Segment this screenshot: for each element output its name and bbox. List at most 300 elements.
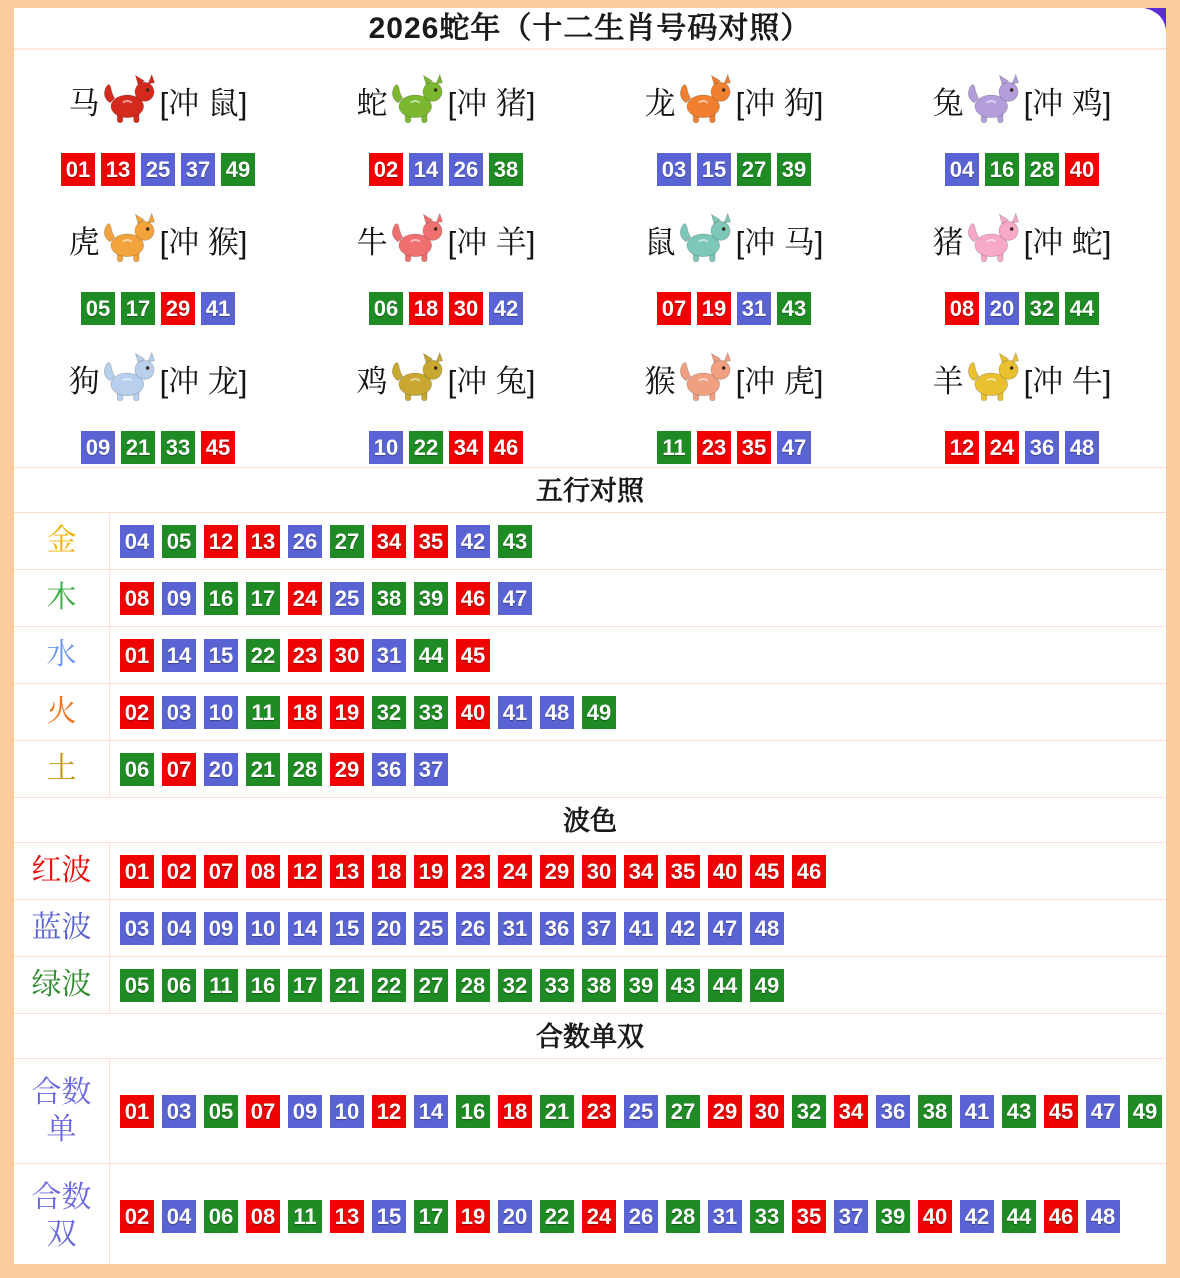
number-ball: 31: [372, 639, 406, 672]
number-ball: 39: [414, 582, 448, 615]
row-numbers: [110, 900, 1166, 956]
zodiac-clash-label: [冲 狗]: [735, 85, 824, 121]
zodiac-name-row: [933, 57, 1112, 143]
number-ball: 13: [330, 855, 364, 888]
number-ball: 15: [204, 639, 238, 672]
number-ball: 45: [1044, 1095, 1078, 1128]
row-numbers: [110, 843, 1166, 899]
section-title: 五行对照: [14, 467, 1166, 512]
number-ball: 34: [449, 431, 483, 464]
number-ball: 36: [876, 1095, 910, 1128]
zodiac-name-row: [357, 335, 536, 421]
zodiac-cell: [14, 50, 302, 189]
zodiac-numbers: [81, 431, 235, 464]
number-ball: 18: [372, 855, 406, 888]
number-ball: 42: [489, 292, 523, 325]
number-ball: 09: [81, 431, 115, 464]
dragon-icon: [677, 73, 735, 127]
number-ball: 49: [750, 969, 784, 1002]
row-label: 水: [14, 627, 110, 683]
number-ball: 12: [288, 855, 322, 888]
number-ball: 08: [945, 292, 979, 325]
number-ball: 27: [330, 525, 364, 558]
number-ball: 45: [201, 431, 235, 464]
zodiac-cell: [590, 328, 878, 467]
number-ball: 08: [246, 855, 280, 888]
row-numbers: [110, 627, 1166, 683]
number-ball: 01: [120, 639, 154, 672]
number-ball: 12: [204, 525, 238, 558]
zodiac-name: 羊: [932, 363, 964, 399]
number-ball: 13: [246, 525, 280, 558]
number-ball: 39: [777, 153, 811, 186]
zodiac-clash-label: [冲 猴]: [159, 224, 248, 260]
number-ball: 33: [540, 969, 574, 1002]
number-ball: 23: [697, 431, 731, 464]
row-numbers: [110, 957, 1166, 1013]
number-ball: 49: [582, 696, 616, 729]
zodiac-name-row: [645, 57, 824, 143]
number-ball: 20: [498, 1200, 532, 1233]
zodiac-name: 鼠: [644, 224, 676, 260]
number-ball: 41: [624, 912, 658, 945]
tiger-icon: [101, 212, 159, 266]
snake-icon: [389, 73, 447, 127]
number-ball: 28: [456, 969, 490, 1002]
number-ball: 19: [414, 855, 448, 888]
number-ball: 05: [81, 292, 115, 325]
number-ball: 18: [409, 292, 443, 325]
number-ball: 04: [162, 912, 196, 945]
zodiac-cell: [878, 50, 1166, 189]
number-ball: 26: [449, 153, 483, 186]
table-row: [14, 899, 1166, 956]
table-row: [14, 842, 1166, 899]
number-ball: 18: [288, 696, 322, 729]
number-ball: 43: [1002, 1095, 1036, 1128]
number-ball: 02: [162, 855, 196, 888]
zodiac-clash-label: [冲 鸡]: [1023, 85, 1112, 121]
zodiac-clash-label: [冲 羊]: [447, 224, 536, 260]
row-label: 土: [14, 741, 110, 797]
number-ball: 04: [162, 1200, 196, 1233]
corner-fold-icon: [1142, 8, 1166, 32]
number-ball: 16: [456, 1095, 490, 1128]
number-ball: 43: [777, 292, 811, 325]
zodiac-name: 兔: [932, 85, 964, 121]
number-ball: 27: [666, 1095, 700, 1128]
zodiac-numbers: [369, 431, 523, 464]
number-ball: 19: [330, 696, 364, 729]
number-ball: 35: [666, 855, 700, 888]
number-ball: 22: [540, 1200, 574, 1233]
table-row: [14, 683, 1166, 740]
number-ball: 01: [120, 855, 154, 888]
number-ball: 18: [498, 1095, 532, 1128]
zodiac-name-row: [357, 196, 536, 282]
zodiac-numbers: [945, 153, 1099, 186]
row-label: 绿波: [14, 957, 110, 1013]
zodiac-grid: [14, 50, 1166, 467]
number-ball: 46: [1044, 1200, 1078, 1233]
number-ball: 33: [750, 1200, 784, 1233]
number-ball: 26: [624, 1200, 658, 1233]
table-row: [14, 512, 1166, 569]
number-ball: 05: [162, 525, 196, 558]
number-ball: 32: [372, 696, 406, 729]
number-ball: 05: [204, 1095, 238, 1128]
number-ball: 31: [498, 912, 532, 945]
number-ball: 06: [162, 969, 196, 1002]
number-ball: 19: [697, 292, 731, 325]
number-ball: 45: [456, 639, 490, 672]
zodiac-clash-label: [冲 兔]: [447, 363, 536, 399]
number-ball: 14: [288, 912, 322, 945]
number-ball: 32: [498, 969, 532, 1002]
number-ball: 08: [120, 582, 154, 615]
number-ball: 26: [288, 525, 322, 558]
number-ball: 35: [792, 1200, 826, 1233]
table-row: [14, 569, 1166, 626]
row-numbers: [110, 570, 1166, 626]
zodiac-numbers: [61, 153, 255, 186]
zodiac-numbers: [945, 431, 1099, 464]
number-ball: 29: [330, 753, 364, 786]
number-ball: 07: [657, 292, 691, 325]
dog-icon: [101, 351, 159, 405]
zodiac-numbers: [945, 292, 1099, 325]
pig-icon: [965, 212, 1023, 266]
row-numbers: [110, 684, 1166, 740]
number-ball: 17: [121, 292, 155, 325]
number-ball: 43: [498, 525, 532, 558]
number-ball: 32: [792, 1095, 826, 1128]
number-ball: 36: [372, 753, 406, 786]
number-ball: 16: [246, 969, 280, 1002]
zodiac-cell: [302, 328, 590, 467]
number-ball: 25: [330, 582, 364, 615]
number-ball: 29: [708, 1095, 742, 1128]
number-ball: 38: [582, 969, 616, 1002]
number-ball: 15: [697, 153, 731, 186]
number-ball: 04: [120, 525, 154, 558]
number-ball: 30: [582, 855, 616, 888]
zodiac-name-row: [357, 57, 536, 143]
number-ball: 08: [246, 1200, 280, 1233]
row-label: 木: [14, 570, 110, 626]
zodiac-cell: [302, 189, 590, 328]
number-ball: 47: [498, 582, 532, 615]
zodiac-name: 狗: [68, 363, 100, 399]
ox-icon: [389, 212, 447, 266]
number-ball: 03: [162, 1095, 196, 1128]
section-title: 合数单双: [14, 1013, 1166, 1058]
number-ball: 34: [372, 525, 406, 558]
number-ball: 41: [201, 292, 235, 325]
number-ball: 17: [288, 969, 322, 1002]
zodiac-clash-label: [冲 马]: [735, 224, 824, 260]
number-ball: 35: [414, 525, 448, 558]
table-row: [14, 956, 1166, 1013]
zodiac-numbers: [81, 292, 235, 325]
number-ball: 14: [414, 1095, 448, 1128]
number-ball: 27: [737, 153, 771, 186]
number-ball: 24: [985, 431, 1019, 464]
number-ball: 33: [161, 431, 195, 464]
number-ball: 02: [120, 1200, 154, 1233]
number-ball: 04: [945, 153, 979, 186]
number-ball: 37: [414, 753, 448, 786]
number-ball: 35: [737, 431, 771, 464]
page-title: 2026蛇年（十二生肖号码对照）: [14, 8, 1166, 50]
row-numbers: [110, 1164, 1166, 1264]
number-ball: 02: [369, 153, 403, 186]
number-ball: 13: [330, 1200, 364, 1233]
number-ball: 40: [456, 696, 490, 729]
table-row: [14, 1163, 1166, 1264]
number-ball: 48: [750, 912, 784, 945]
row-numbers: [110, 513, 1166, 569]
number-ball: 21: [246, 753, 280, 786]
number-ball: 16: [985, 153, 1019, 186]
zodiac-cell: [878, 189, 1166, 328]
number-ball: 36: [1025, 431, 1059, 464]
number-ball: 43: [666, 969, 700, 1002]
zodiac-clash-label: [冲 鼠]: [159, 85, 248, 121]
zodiac-name-row: [933, 196, 1112, 282]
number-ball: 34: [834, 1095, 868, 1128]
goat-icon: [965, 351, 1023, 405]
row-label: 火: [14, 684, 110, 740]
number-ball: 47: [1086, 1095, 1120, 1128]
number-ball: 45: [750, 855, 784, 888]
number-ball: 44: [708, 969, 742, 1002]
number-ball: 23: [582, 1095, 616, 1128]
sections-container: [14, 467, 1166, 1264]
number-ball: 36: [540, 912, 574, 945]
number-ball: 48: [1065, 431, 1099, 464]
number-ball: 44: [1065, 292, 1099, 325]
monkey-icon: [677, 351, 735, 405]
number-ball: 21: [540, 1095, 574, 1128]
zodiac-name-row: [69, 57, 248, 143]
number-ball: 40: [708, 855, 742, 888]
number-ball: 26: [456, 912, 490, 945]
table-row: [14, 1058, 1166, 1163]
section-title: 波色: [14, 797, 1166, 842]
zodiac-clash-label: [冲 龙]: [159, 363, 248, 399]
zodiac-cell: [590, 189, 878, 328]
number-ball: 31: [737, 292, 771, 325]
number-ball: 10: [204, 696, 238, 729]
number-ball: 11: [288, 1200, 322, 1233]
zodiac-clash-label: [冲 牛]: [1023, 363, 1112, 399]
number-ball: 47: [777, 431, 811, 464]
number-ball: 10: [369, 431, 403, 464]
number-ball: 46: [489, 431, 523, 464]
number-ball: 29: [161, 292, 195, 325]
number-ball: 30: [330, 639, 364, 672]
number-ball: 11: [204, 969, 238, 1002]
row-label: 合数 双: [14, 1164, 110, 1264]
zodiac-numbers: [657, 431, 811, 464]
row-numbers: [110, 741, 1166, 797]
number-ball: 46: [792, 855, 826, 888]
number-ball: 38: [918, 1095, 952, 1128]
number-ball: 17: [414, 1200, 448, 1233]
number-ball: 21: [330, 969, 364, 1002]
rabbit-icon: [965, 73, 1023, 127]
zodiac-name-row: [645, 335, 824, 421]
number-ball: 38: [489, 153, 523, 186]
number-ball: 25: [141, 153, 175, 186]
number-ball: 28: [1025, 153, 1059, 186]
zodiac-cell: [302, 50, 590, 189]
number-ball: 39: [624, 969, 658, 1002]
zodiac-numbers: [369, 153, 523, 186]
number-ball: 44: [1002, 1200, 1036, 1233]
number-ball: 30: [449, 292, 483, 325]
row-label: 红波: [14, 843, 110, 899]
row-label: 蓝波: [14, 900, 110, 956]
zodiac-name: 猴: [644, 363, 676, 399]
number-ball: 12: [945, 431, 979, 464]
number-ball: 17: [246, 582, 280, 615]
number-ball: 42: [960, 1200, 994, 1233]
zodiac-numbers: [369, 292, 523, 325]
number-ball: 11: [657, 431, 691, 464]
number-ball: 15: [372, 1200, 406, 1233]
number-ball: 34: [624, 855, 658, 888]
number-ball: 05: [120, 969, 154, 1002]
zodiac-name: 鸡: [356, 363, 388, 399]
number-ball: 19: [456, 1200, 490, 1233]
number-ball: 10: [246, 912, 280, 945]
number-ball: 41: [498, 696, 532, 729]
number-ball: 07: [204, 855, 238, 888]
zodiac-name: 马: [68, 85, 100, 121]
table-row: [14, 626, 1166, 683]
number-ball: 22: [372, 969, 406, 1002]
zodiac-name: 虎: [68, 224, 100, 260]
number-ball: 14: [162, 639, 196, 672]
zodiac-name: 猪: [932, 224, 964, 260]
content-panel: [14, 8, 1166, 1264]
number-ball: 29: [540, 855, 574, 888]
zodiac-name: 牛: [356, 224, 388, 260]
zodiac-cell: [14, 328, 302, 467]
number-ball: 32: [1025, 292, 1059, 325]
zodiac-numbers: [657, 153, 811, 186]
row-numbers: [110, 1059, 1166, 1163]
number-ball: 14: [409, 153, 443, 186]
zodiac-name: 蛇: [356, 85, 388, 121]
number-ball: 24: [498, 855, 532, 888]
number-ball: 12: [372, 1095, 406, 1128]
number-ball: 38: [372, 582, 406, 615]
number-ball: 23: [456, 855, 490, 888]
number-ball: 09: [204, 912, 238, 945]
number-ball: 03: [120, 912, 154, 945]
number-ball: 01: [120, 1095, 154, 1128]
number-ball: 11: [246, 696, 280, 729]
zodiac-clash-label: [冲 蛇]: [1023, 224, 1112, 260]
number-ball: 28: [666, 1200, 700, 1233]
number-ball: 09: [162, 582, 196, 615]
zodiac-name-row: [645, 196, 824, 282]
number-ball: 44: [414, 639, 448, 672]
zodiac-name: 龙: [644, 85, 676, 121]
number-ball: 20: [372, 912, 406, 945]
number-ball: 31: [708, 1200, 742, 1233]
number-ball: 46: [456, 582, 490, 615]
number-ball: 48: [1086, 1200, 1120, 1233]
zodiac-cell: [590, 50, 878, 189]
zodiac-cell: [878, 328, 1166, 467]
number-ball: 22: [246, 639, 280, 672]
number-ball: 15: [330, 912, 364, 945]
number-ball: 28: [288, 753, 322, 786]
rat-icon: [677, 212, 735, 266]
number-ball: 33: [414, 696, 448, 729]
number-ball: 49: [221, 153, 255, 186]
zodiac-cell: [14, 189, 302, 328]
number-ball: 02: [120, 696, 154, 729]
number-ball: 30: [750, 1095, 784, 1128]
number-ball: 40: [918, 1200, 952, 1233]
number-ball: 37: [181, 153, 215, 186]
number-ball: 37: [582, 912, 616, 945]
number-ball: 47: [708, 912, 742, 945]
number-ball: 21: [121, 431, 155, 464]
number-ball: 24: [582, 1200, 616, 1233]
number-ball: 22: [409, 431, 443, 464]
number-ball: 06: [369, 292, 403, 325]
zodiac-name-row: [933, 335, 1112, 421]
number-ball: 13: [101, 153, 135, 186]
number-ball: 20: [985, 292, 1019, 325]
horse-icon: [101, 73, 159, 127]
number-ball: 06: [204, 1200, 238, 1233]
number-ball: 24: [288, 582, 322, 615]
zodiac-numbers: [657, 292, 811, 325]
number-ball: 39: [876, 1200, 910, 1233]
number-ball: 23: [288, 639, 322, 672]
table-row: [14, 740, 1166, 797]
zodiac-clash-label: [冲 虎]: [735, 363, 824, 399]
number-ball: 42: [666, 912, 700, 945]
number-ball: 49: [1128, 1095, 1162, 1128]
rooster-icon: [389, 351, 447, 405]
number-ball: 09: [288, 1095, 322, 1128]
number-ball: 25: [414, 912, 448, 945]
number-ball: 01: [61, 153, 95, 186]
zodiac-name-row: [69, 335, 248, 421]
number-ball: 25: [624, 1095, 658, 1128]
number-ball: 48: [540, 696, 574, 729]
number-ball: 06: [120, 753, 154, 786]
number-ball: 40: [1065, 153, 1099, 186]
number-ball: 07: [162, 753, 196, 786]
number-ball: 16: [204, 582, 238, 615]
number-ball: 03: [657, 153, 691, 186]
number-ball: 27: [414, 969, 448, 1002]
zodiac-name-row: [69, 196, 248, 282]
number-ball: 41: [960, 1095, 994, 1128]
row-label: 合数 单: [14, 1059, 110, 1163]
number-ball: 10: [330, 1095, 364, 1128]
row-label: 金: [14, 513, 110, 569]
